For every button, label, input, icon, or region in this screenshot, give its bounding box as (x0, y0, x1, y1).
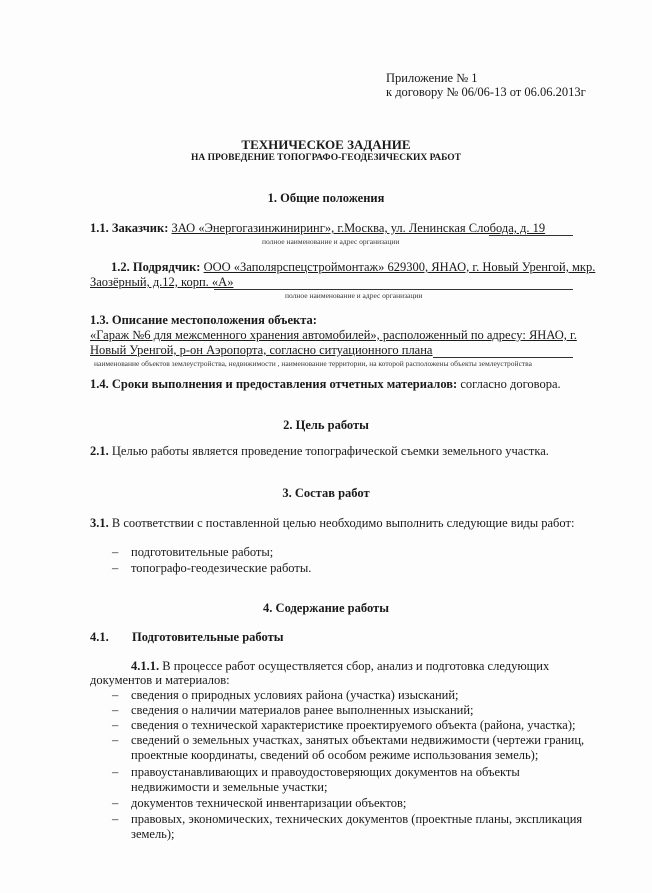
section-4-item-4-line-2: проектные координаты, сведений об особом режиме использования земель); (131, 748, 539, 762)
section-2-text: Целью работы является проведение топографической съемки земельного участка. (111, 444, 549, 458)
section-3-paragraph (90, 516, 574, 531)
section-4-heading: 4. Содержание работы (263, 601, 389, 615)
section-1-heading: 1. Общие положения (267, 191, 385, 205)
section-3-item-1: подготовительные работы; (131, 545, 274, 559)
section-4-item-5-line-1: правоустанавливающих и правоудостоверяющих документов на объекты (131, 765, 520, 779)
section-4-item-3: сведения о технической характеристике проектируемого объекта (района, участка); (131, 718, 576, 732)
paragraph-4-1-1-line-1 (131, 659, 549, 674)
contractor-value-line-2: Заозёрный, д.12, корп. «А» (90, 275, 234, 289)
subsection-4-1-title: Подготовительные работы (132, 630, 284, 644)
list-bullet: – (112, 545, 119, 559)
customer-underline (489, 235, 573, 236)
terms-value: согласно договора. (460, 377, 561, 391)
section-4-item-7-line-1: правовых, экономических, технических документов (проектные планы, экспликация (131, 812, 583, 826)
customer-caption: полное наименование и адрес организации (262, 237, 400, 246)
location-underline (433, 357, 573, 358)
terms-label: 1.4. Сроки выполнения и предоставления отчетных материалов: (90, 377, 458, 391)
section-4-item-2: сведения о наличии материалов ранее выполненных изысканий; (131, 703, 474, 717)
section-3-item-2: топографо-геодезические работы. (131, 561, 312, 575)
list-bullet: – (112, 718, 119, 732)
location-caption: наименование объектов землеустройства, недвижимости , наименование территории, на которой расположены объекты землеустройства (94, 359, 532, 368)
section-3-label: 3.1. (90, 516, 109, 530)
list-bullet: – (112, 765, 119, 779)
location-line-1: «Гараж №6 для межсменного хранения автомобилей», расположенный по адресу: ЯНАО, г. (90, 328, 577, 342)
section-2-label: 2.1. (90, 444, 109, 458)
list-bullet: – (112, 561, 119, 575)
list-bullet: – (112, 703, 119, 717)
contractor-label: 1.2. Подрядчик: (111, 260, 201, 274)
section-3-heading: 3. Состав работ (282, 486, 370, 500)
customer-value: ЗАО «Энергогазинжиниринг», г.Москва, ул. Ленинская Слобода, д. 19 (171, 221, 546, 235)
section-4-item-7-line-2: земель); (131, 827, 175, 841)
document-title: ТЕХНИЧЕСКОЕ ЗАДАНИЕ (241, 137, 411, 152)
list-bullet: – (112, 733, 119, 747)
list-bullet: – (112, 688, 119, 702)
contractor-underline (214, 289, 573, 290)
contractor-row (111, 260, 595, 275)
paragraph-4-1-1-text: В процессе работ осуществляется сбор, анализ и подготовка следующих (162, 659, 550, 673)
appendix-line-1: Приложение № 1 (386, 71, 478, 85)
paragraph-4-1-1-label: 4.1.1. (131, 659, 160, 673)
customer-row (90, 221, 545, 236)
subsection-4-1-label: 4.1. (90, 630, 109, 644)
list-bullet: – (112, 796, 119, 810)
contractor-value-line-1: ООО «Заполярспецстроймонтаж» 629300, ЯНАО, г. Новый Уренгой, мкр. (203, 260, 596, 274)
terms-row (90, 377, 561, 392)
contractor-caption: полное наименование и адрес организации (285, 291, 423, 300)
section-4-item-6: документов технической инвентаризации объектов; (131, 796, 407, 810)
section-2-paragraph (90, 444, 549, 459)
location-label: 1.3. Описание местоположения объекта: (90, 313, 317, 327)
appendix-line-2: к договору № 06/06-13 от 06.06.2013г (386, 85, 586, 99)
section-4-item-4-line-1: сведений о земельных участках, занятых объектами недвижимости (чертежи границ, (131, 733, 585, 747)
section-2-heading: 2. Цель работы (283, 418, 369, 432)
document-subtitle: НА ПРОВЕДЕНИЕ ТОПОГРАФО-ГЕОДЕЗИЧЕСКИХ РАБОТ (190, 153, 462, 163)
paragraph-4-1-1-line-2: документов и материалов: (90, 673, 230, 687)
section-4-item-1: сведения о природных условиях района (участка) изысканий; (131, 688, 459, 702)
location-line-2: Новый Уренгой, р-он Аэропорта, согласно ситуационного плана (90, 343, 433, 357)
section-3-text: В соответствии с поставленной целью необходимо выполнить следующие виды работ: (111, 516, 575, 530)
list-bullet: – (112, 812, 119, 826)
section-4-item-5-line-2: недвижимости и земельные участки; (131, 780, 328, 794)
customer-label: 1.1. Заказчик: (90, 221, 169, 235)
